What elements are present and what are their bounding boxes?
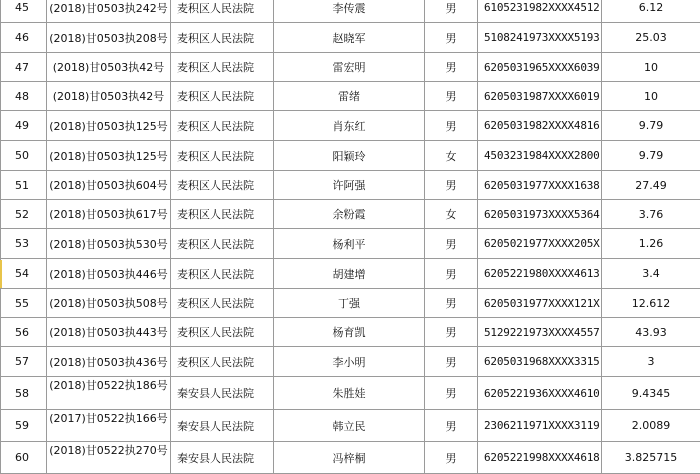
cell-sex[interactable]: 男 [425, 347, 478, 377]
cell-amount[interactable]: 9.79 [602, 141, 700, 171]
cell-sex[interactable]: 男 [425, 53, 478, 82]
cell-sex[interactable]: 男 [425, 111, 478, 141]
cell-court[interactable]: 麦积区人民法院 [171, 259, 274, 289]
cell-name[interactable]: 朱胜娃 [274, 377, 425, 410]
cell-amount[interactable]: 10 [602, 82, 700, 111]
table-row[interactable] [1, 318, 700, 347]
cell-number[interactable]: 50 [1, 141, 47, 171]
cell-number[interactable]: 58 [1, 377, 47, 410]
cell-id-number[interactable]: 5129221973XXXX4557 [478, 318, 602, 347]
table-row[interactable] [1, 53, 700, 82]
cell-case-number[interactable]: (2018)甘0503执508号 [47, 289, 171, 318]
cell-name[interactable]: 杨利平 [274, 229, 425, 259]
cell-id-number[interactable]: 6205031965XXXX6039 [478, 53, 602, 82]
table-row[interactable] [1, 377, 700, 410]
cell-amount[interactable]: 3.76 [602, 200, 700, 229]
cell-number[interactable]: 48 [1, 82, 47, 111]
table-row[interactable] [1, 200, 700, 229]
cell-name[interactable]: 余粉霞 [274, 200, 425, 229]
cell-case-number[interactable]: (2018)甘0503执617号 [47, 200, 171, 229]
cell-sex[interactable]: 男 [425, 82, 478, 111]
cell-amount[interactable]: 27.49 [602, 171, 700, 200]
table-row[interactable] [1, 229, 700, 259]
cell-sex[interactable]: 男 [425, 442, 478, 474]
cell-sex[interactable]: 男 [425, 23, 478, 53]
cell-sex[interactable]: 男 [425, 171, 478, 200]
cell-name[interactable]: 雷宏明 [274, 53, 425, 82]
cell-amount[interactable]: 10 [602, 53, 700, 82]
cell-case-number[interactable]: (2018)甘0503执604号 [47, 171, 171, 200]
table-row[interactable] [1, 347, 700, 377]
cell-court[interactable]: 秦安县人民法院 [171, 442, 274, 474]
cell-case-number[interactable]: (2018)甘0522执186号 [47, 377, 171, 410]
cell-amount[interactable]: 3.825715 [602, 442, 700, 474]
cell-number[interactable]: 60 [1, 442, 47, 474]
cell-court[interactable]: 麦积区人民法院 [171, 141, 274, 171]
cell-id-number[interactable]: 5108241973XXXX5193 [478, 23, 602, 53]
cell-court[interactable]: 秦安县人民法院 [171, 410, 274, 442]
cell-amount[interactable]: 2.0089 [602, 410, 700, 442]
cell-number[interactable]: 52 [1, 200, 47, 229]
table-body [1, 0, 700, 474]
cell-name[interactable]: 阳颖玲 [274, 141, 425, 171]
table-row[interactable] [1, 289, 700, 318]
table-row[interactable] [1, 82, 700, 111]
cell-number[interactable]: 45 [1, 0, 47, 23]
cell-id-number[interactable]: 6205021977XXXX205X [478, 229, 602, 259]
cell-case-number[interactable]: (2018)甘0503执436号 [47, 347, 171, 377]
cell-case-number[interactable]: (2018)甘0522执270号 [47, 442, 171, 474]
cell-court[interactable]: 麦积区人民法院 [171, 0, 274, 23]
table-row[interactable] [1, 0, 700, 23]
cell-case-number[interactable]: (2018)甘0503执242号 [47, 0, 171, 23]
cell-name[interactable]: 许阿强 [274, 171, 425, 200]
table-row[interactable] [1, 111, 700, 141]
table-row[interactable] [1, 23, 700, 53]
cell-id-number[interactable]: 6205031977XXXX1638 [478, 171, 602, 200]
cell-name[interactable]: 韩立民 [274, 410, 425, 442]
cell-id-number[interactable]: 6205221998XXXX4618 [478, 442, 602, 474]
cell-sex[interactable]: 女 [425, 141, 478, 171]
cell-name[interactable]: 雷绪 [274, 82, 425, 111]
cell-name[interactable]: 丁强 [274, 289, 425, 318]
cell-case-number[interactable]: (2017)甘0522执166号 [47, 410, 171, 442]
cell-number[interactable]: 55 [1, 289, 47, 318]
cell-amount[interactable]: 43.93 [602, 318, 700, 347]
table-row[interactable] [1, 259, 700, 289]
cell-number[interactable]: 53 [1, 229, 47, 259]
cell-court[interactable]: 麦积区人民法院 [171, 318, 274, 347]
cell-number[interactable]: 46 [1, 23, 47, 53]
cell-court[interactable]: 麦积区人民法院 [171, 111, 274, 141]
cell-amount[interactable]: 1.26 [602, 229, 700, 259]
cell-case-number[interactable]: (2018)甘0503执42号 [47, 53, 171, 82]
cell-name[interactable]: 肖东红 [274, 111, 425, 141]
cell-case-number[interactable]: (2018)甘0503执443号 [47, 318, 171, 347]
cell-court[interactable]: 麦积区人民法院 [171, 229, 274, 259]
cell-case-number[interactable]: (2018)甘0503执446号 [47, 259, 171, 289]
cell-court[interactable]: 麦积区人民法院 [171, 289, 274, 318]
cell-number[interactable]: 59 [1, 410, 47, 442]
cell-sex[interactable]: 男 [425, 289, 478, 318]
table-row[interactable] [1, 442, 700, 474]
cell-id-number[interactable]: 6205031982XXXX4816 [478, 111, 602, 141]
cell-case-number[interactable]: (2018)甘0503执42号 [47, 82, 171, 111]
cell-amount[interactable]: 3.4 [602, 259, 700, 289]
cell-name[interactable]: 胡建增 [274, 259, 425, 289]
cell-name[interactable]: 杨育凯 [274, 318, 425, 347]
cell-case-number[interactable]: (2018)甘0503执530号 [47, 229, 171, 259]
cell-number[interactable]: 54 [1, 259, 47, 289]
cell-name[interactable]: 冯梓桐 [274, 442, 425, 474]
cell-amount[interactable]: 3 [602, 347, 700, 377]
cell-number[interactable]: 57 [1, 347, 47, 377]
cell-court[interactable]: 麦积区人民法院 [171, 171, 274, 200]
row-54-selection-marker [0, 260, 2, 288]
cell-sex[interactable]: 男 [425, 259, 478, 289]
cell-amount[interactable]: 9.4345 [602, 377, 700, 410]
cell-sex[interactable]: 男 [425, 229, 478, 259]
cell-sex[interactable]: 男 [425, 377, 478, 410]
cell-sex[interactable]: 男 [425, 0, 478, 23]
cell-court[interactable]: 麦积区人民法院 [171, 200, 274, 229]
cell-id-number[interactable]: 6205031977XXXX121X [478, 289, 602, 318]
cell-amount[interactable]: 25.03 [602, 23, 700, 53]
table-row[interactable] [1, 410, 700, 442]
cell-amount[interactable]: 12.612 [602, 289, 700, 318]
cell-id-number[interactable]: 4503231984XXXX2800 [478, 141, 602, 171]
cell-id-number[interactable]: 2306211971XXXX3119 [478, 410, 602, 442]
cell-case-number[interactable]: (2018)甘0503执125号 [47, 141, 171, 171]
table-row[interactable] [1, 141, 700, 171]
cell-court[interactable]: 麦积区人民法院 [171, 347, 274, 377]
cell-court[interactable]: 麦积区人民法院 [171, 23, 274, 53]
cell-case-number[interactable]: (2018)甘0503执208号 [47, 23, 171, 53]
cell-number[interactable]: 56 [1, 318, 47, 347]
cell-case-number[interactable]: (2018)甘0503执125号 [47, 111, 171, 141]
cell-id-number[interactable]: 6205221936XXXX4610 [478, 377, 602, 410]
cell-sex[interactable]: 男 [425, 410, 478, 442]
cell-name[interactable]: 李小明 [274, 347, 425, 377]
cell-name[interactable]: 李传震 [274, 0, 425, 23]
cell-amount[interactable]: 9.79 [602, 111, 700, 141]
cell-court[interactable]: 麦积区人民法院 [171, 53, 274, 82]
cell-court[interactable]: 麦积区人民法院 [171, 82, 274, 111]
cell-id-number[interactable]: 6205031968XXXX3315 [478, 347, 602, 377]
cell-amount[interactable]: 6.12 [602, 0, 700, 23]
table-row[interactable] [1, 171, 700, 200]
cell-court[interactable]: 秦安县人民法院 [171, 377, 274, 410]
cell-id-number[interactable]: 6205031987XXXX6019 [478, 82, 602, 111]
cell-number[interactable]: 51 [1, 171, 47, 200]
cell-id-number[interactable]: 6105231982XXXX4512 [478, 0, 602, 23]
cell-number[interactable]: 47 [1, 53, 47, 82]
cell-id-number[interactable]: 6205221980XXXX4613 [478, 259, 602, 289]
cell-sex[interactable]: 女 [425, 200, 478, 229]
cell-name[interactable]: 赵晓军 [274, 23, 425, 53]
cell-id-number[interactable]: 6205031973XXXX5364 [478, 200, 602, 229]
cell-number[interactable]: 49 [1, 111, 47, 141]
cell-sex[interactable]: 男 [425, 318, 478, 347]
